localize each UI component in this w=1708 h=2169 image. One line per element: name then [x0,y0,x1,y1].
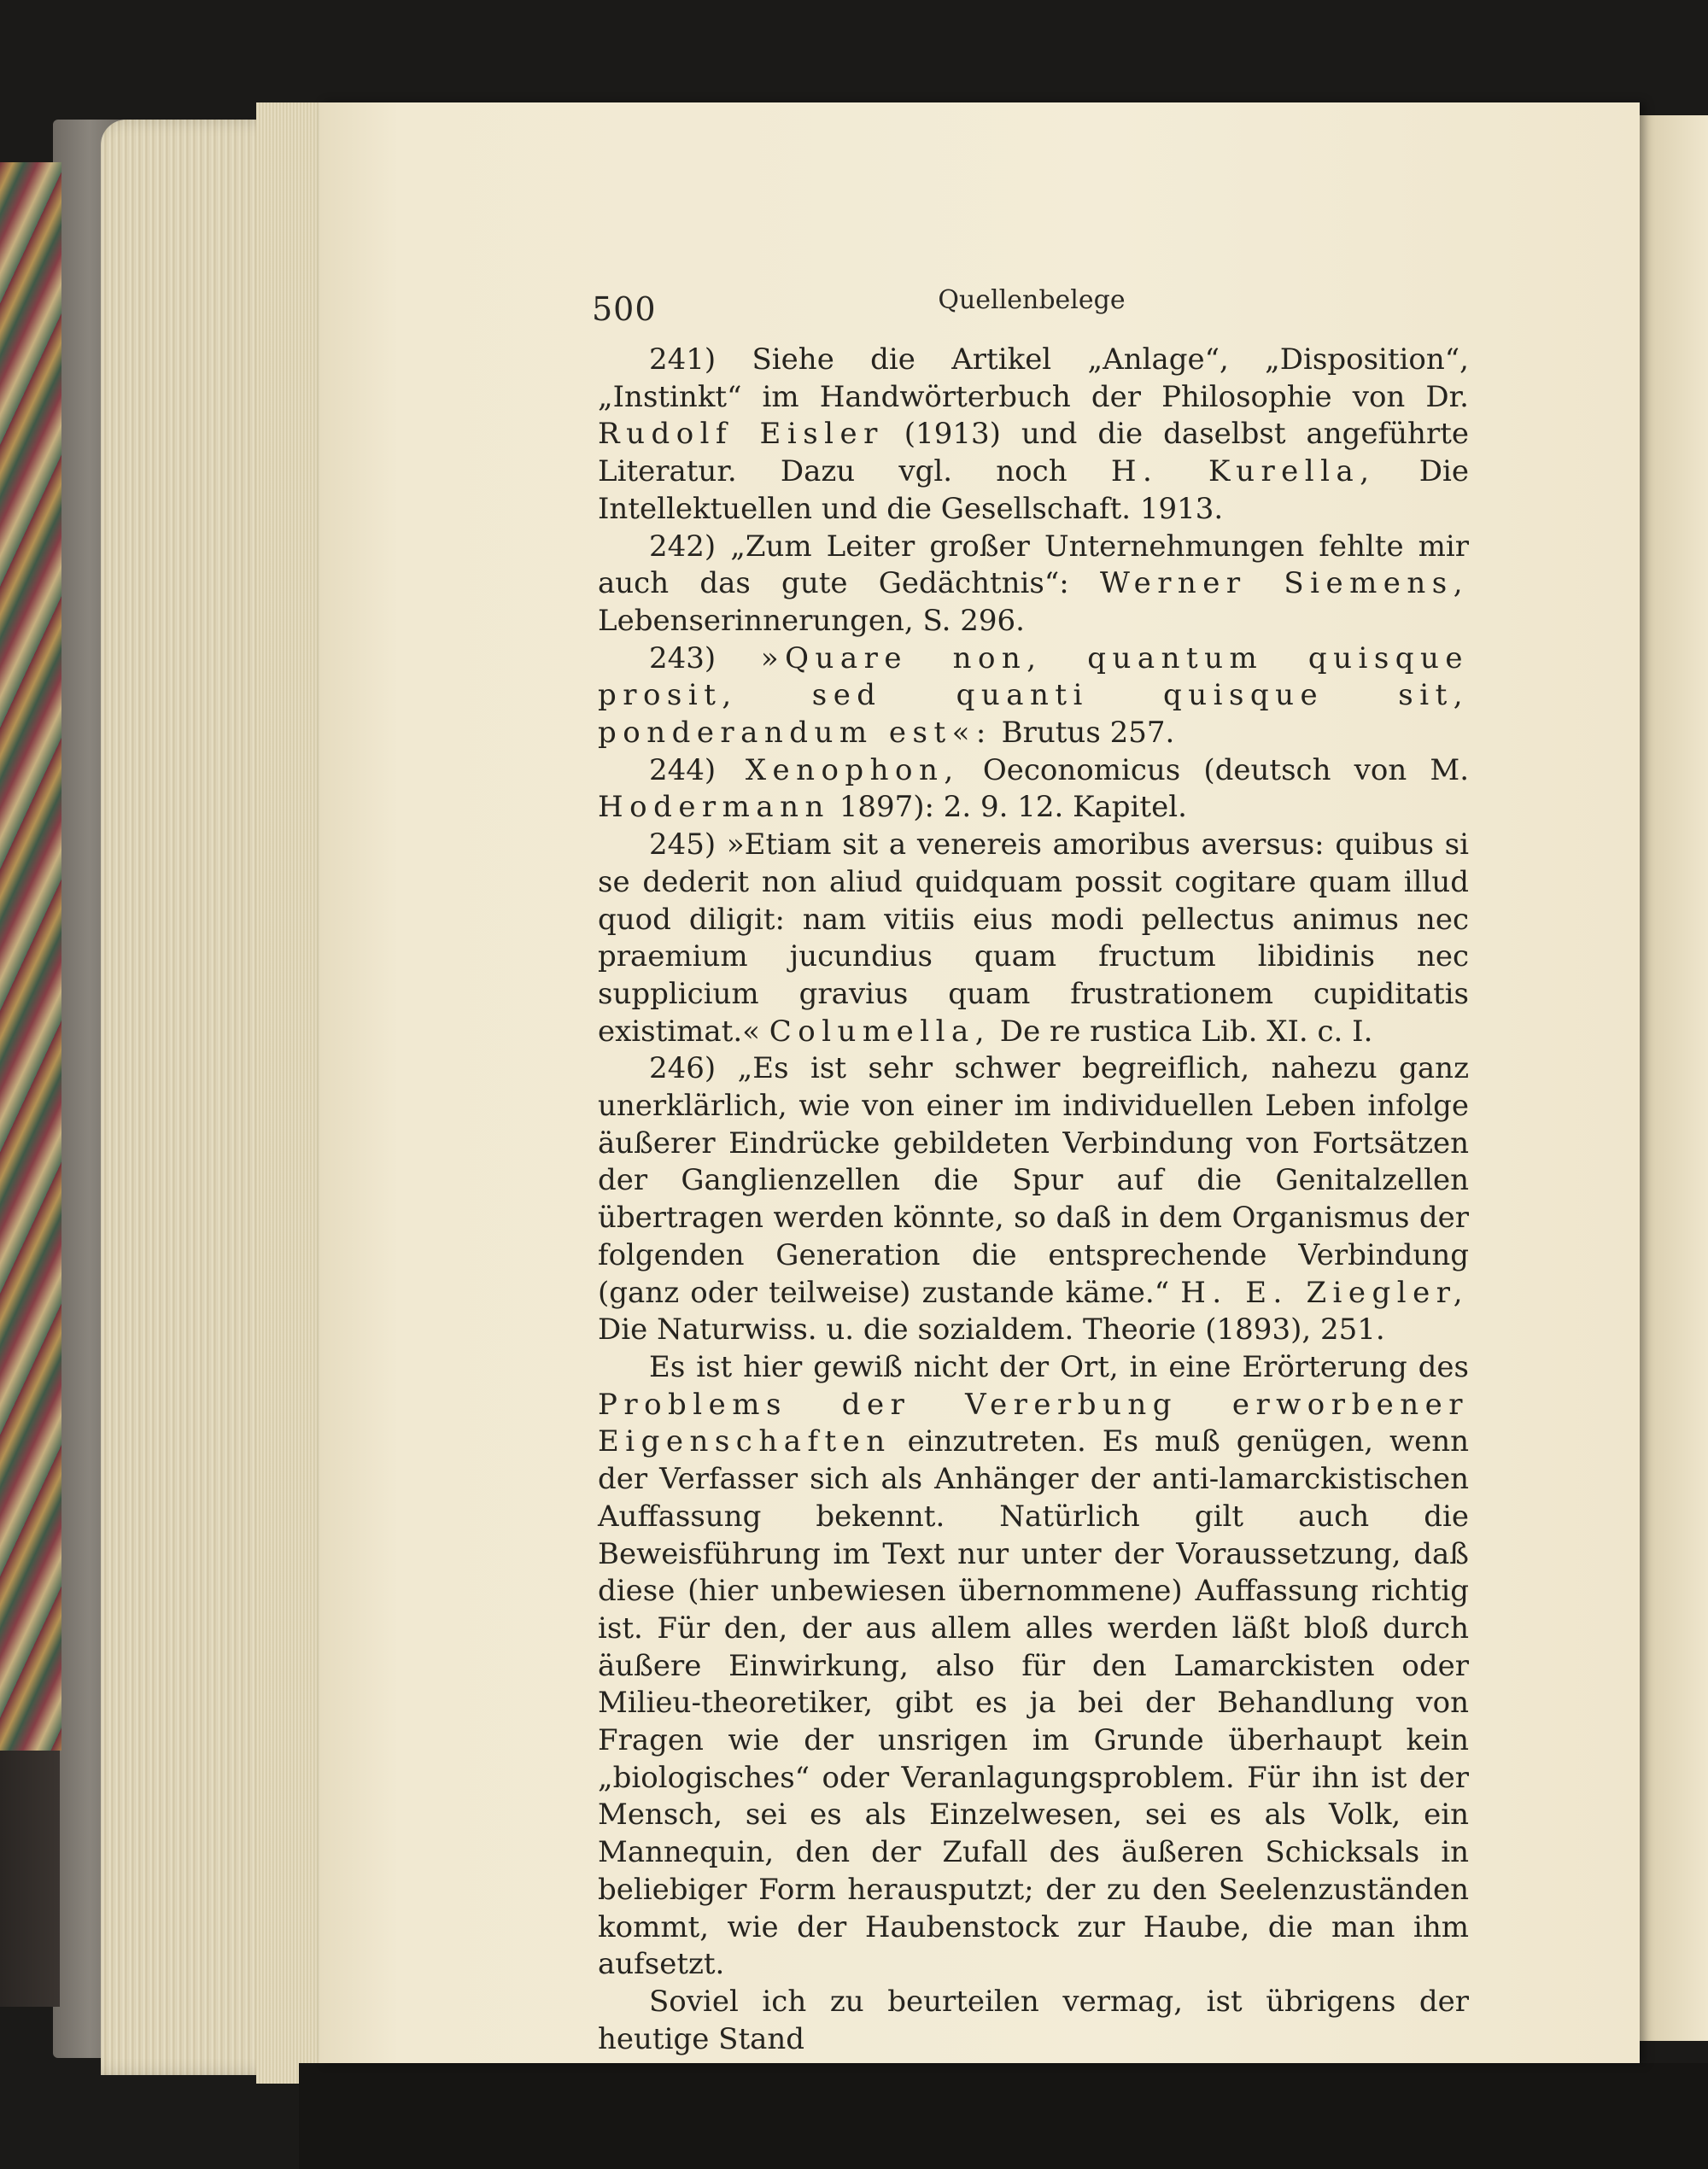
footnote-4 [598,752,1469,827]
paragraph-text: Soviel ich zu beurteilen vermag, ist übrigens der heutige Stand [598,1984,1469,2056]
page-number: 500 [592,290,657,328]
running-head: Quellenbelege [938,285,1126,315]
paragraph-text: Lebenserinnerungen, S. 296. [598,603,1025,638]
paragraph-text: Die Intellektuellen und die Gesellschaft. 1913. [598,454,1470,526]
note-number: 241) [649,342,717,377]
paragraph-text: Die Naturwiss. u. die sozialdem. Theorie (1893), 251. [598,1313,1385,1348]
spaced-emphasis-text: Werner Siemens, [1099,566,1469,601]
page-body-text [598,342,1469,2058]
paragraph-text: Brutus 257. [991,716,1175,751]
footnote-3 [598,640,1469,752]
note-number: 244) [649,752,717,787]
spaced-emphasis-text: »Quare non, quantum quisque prosit, sed quanti quisque sit, ponderandum est«: [598,640,1469,751]
spaced-emphasis-text: Hodermann [598,790,830,825]
spaced-emphasis-text: Problems der Vererbung erworbener Eigenschaften [598,1387,1469,1459]
note-number: 242) [649,529,717,564]
spaced-emphasis-text: H. E. Ziegler, [1180,1275,1470,1310]
paragraph-text: De re rustica Lib. XI. c. I. [991,1014,1373,1049]
spaced-emphasis-text: H. Kurella, [1110,454,1376,489]
body-paragraph-2 [598,1984,1469,2058]
paragraph-text: einzutreten. Es muß genügen, wenn der Verfasser sich als Anhänger der anti-lamarckistischen Auffassung bekennt. Natürlich gilt auch die Beweisführung im Text nur unter der Voraussetzung, daß diese (hier unbewiesen übernommene) Auffassung richtig ist. Für den, der aus allem alles werden läßt bloß durch äußere Einwirkung, also für den Lamarckisten oder Milieu-theoretiker, gibt es ja bei der Behandlung von Fragen wie der unsrigen im Grunde überhaupt kein „biologisches“ oder Veranlagungsproblem. Für ihn ist der Mensch, sei es als Einzelwesen, sei es als Volk, ein Mannequin, den der Zufall des äußeren Schicksals in beliebiger Form herausputzt; der zu den Seelenzuständen kommt, wie der Haubenstock zur Haube, die man ihm aufsetzt. [598,1424,1469,1982]
note-number: 246) [649,1051,717,1086]
paragraph-text: „Zum Leiter großer Unternehmungen fehlte mir auch das gute Gedächtnis“: [598,529,1469,601]
note-number: 243) [649,640,717,675]
paragraph-text: Siehe die Artikel „Anlage“, „Disposition“, „Instinkt“ im Handwörterbuch der Philosophie von Dr. [598,342,1469,414]
spaced-emphasis-text: Rudolf Eisler [598,417,884,452]
paragraph-text: 1897): 2. 9. 12. Kapitel. [829,790,1187,825]
footnote-2 [598,529,1469,640]
footnote-6 [598,1050,1469,1349]
page-header [592,282,1471,333]
paragraph-text: Oeconomicus (deutsch von M. [959,752,1469,787]
facing-page-edge [1638,115,1708,2041]
body-paragraph-1 [598,1349,1469,1984]
scan-background [299,2063,1708,2169]
footnote-5 [598,827,1469,1050]
footnote-1 [598,342,1469,529]
cover-edge [0,1751,60,2007]
spaced-emphasis-text: Xenophon, [716,752,960,787]
paragraph-text: (1913) und die daselbst angeführte Literatur. Dazu vgl. noch [598,417,1469,489]
paragraph-text: Es ist hier gewiß nicht der Ort, in eine Erörterung des [649,1349,1469,1384]
note-number: 245) [649,827,717,862]
paragraph-text: „Es ist sehr schwer begreiflich, nahezu ganz unerklärlich, wie von einer im individuellen Leben infolge äußerer Eindrücke gebildeten Verbindung von Fortsätzen der Ganglienzellen die Spur auf die Genitalzellen übertragen werden könnte, so daß in dem Organismus der folgenden Generation die entsprechende Verbindung (ganz oder teilweise) zustande käme.“ [598,1051,1469,1310]
paragraph-text: »Etiam sit a venereis amoribus aversus: quibus si se dederit non aliud quidquam possit cogitare quam illud quod diligit: nam vitiis eius modi pellectus animus nec praemium jucundius quam fructum libidinis nec supplicium gravius quam frustrationem cupiditatis existimat.« [598,827,1469,1049]
spaced-emphasis-text: Columella, [769,1014,991,1049]
marbled-endpaper [0,162,61,1751]
